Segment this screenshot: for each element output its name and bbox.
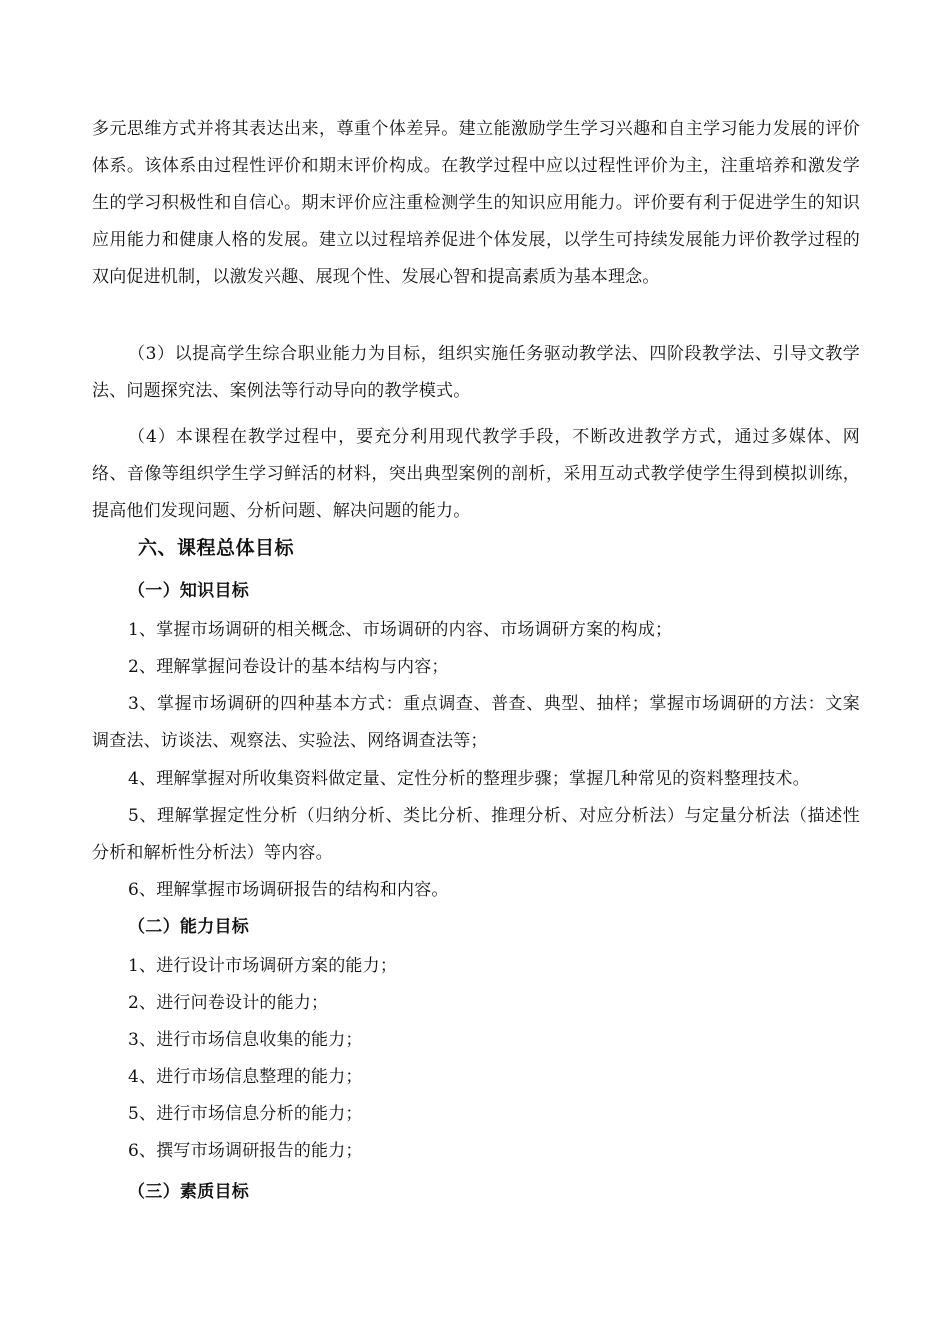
subheading-quality-objectives: （三）素质目标 <box>128 1182 250 1202</box>
subheading-ability-objectives: （二）能力目标 <box>128 917 250 937</box>
ability-item-5: 5、进行市场信息分析的能力； <box>128 1104 363 1124</box>
ability-item-2: 2、进行问卷设计的能力； <box>128 993 329 1013</box>
knowledge-item-4: 4、理解掌握对所收集资料做定量、定性分析的整理步骤；掌握几种常见的资料整理技术。 <box>128 769 810 789</box>
ability-item-1: 1、进行设计市场调研方案的能力； <box>128 956 398 976</box>
ability-item-4: 4、进行市场信息整理的能力； <box>128 1067 363 1087</box>
knowledge-item-2: 2、理解掌握问卷设计的基本结构与内容； <box>128 657 449 677</box>
ability-item-6: 6、撰写市场调研报告的能力； <box>128 1141 363 1161</box>
knowledge-item-6: 6、理解掌握市场调研报告的结构和内容。 <box>128 880 449 900</box>
knowledge-item-5: 5、理解掌握定性分析（归纳分析、类比分析、推理分析、对应分析法）与定量分析法（描述性分析和解析性分析法）等内容。 <box>92 806 860 863</box>
knowledge-item-1: 1、掌握市场调研的相关概念、市场调研的内容、市场调研方案的构成； <box>128 620 673 640</box>
paragraph-evaluation-system: 多元思维方式并将其表达出来，尊重个体差异。建立能激励学生学习兴趣和自主学习能力发展的评价体系。该体系由过程性评价和期末评价构成。在教学过程中应以过程性评价为主，注重培养和激发学生的学习积极性和自信心。期末评价应注重检测学生的知识应用能力。评价要有利于促进学生的知识应用能力和健康人格的发展。建立以过程培养促进个体发展，以学生可持续发展能力评价教学过程的双向促进机制，以激发兴趣、展现个性、发展心智和提高素质为基本理念。 <box>92 119 860 287</box>
knowledge-item-3: 3、掌握市场调研的四种基本方式：重点调查、普查、典型、抽样；掌握市场调研的方法：文案调查法、访谈法、观察法、实验法、网络调查法等； <box>92 694 860 751</box>
ability-item-3: 3、进行市场信息收集的能力； <box>128 1030 363 1050</box>
paragraph-teaching-means-4: （4）本课程在教学过程中，要充分利用现代教学手段，不断改进教学方式，通过多媒体、网络、音像等组织学生学习鲜活的材料，突出典型案例的剖析，采用互动式教学使学生得到模拟训练，提高他们发现问题、分析问题、解决问题的能力。 <box>92 427 860 521</box>
section-heading-course-objectives: 六、课程总体目标 <box>138 537 295 559</box>
subheading-knowledge-objectives: （一）知识目标 <box>128 581 250 601</box>
paragraph-teaching-method-3: （3）以提高学生综合职业能力为目标，组织实施任务驱动教学法、四阶段教学法、引导文教学法、问题探究法、案例法等行动导向的教学模式。 <box>92 344 860 401</box>
